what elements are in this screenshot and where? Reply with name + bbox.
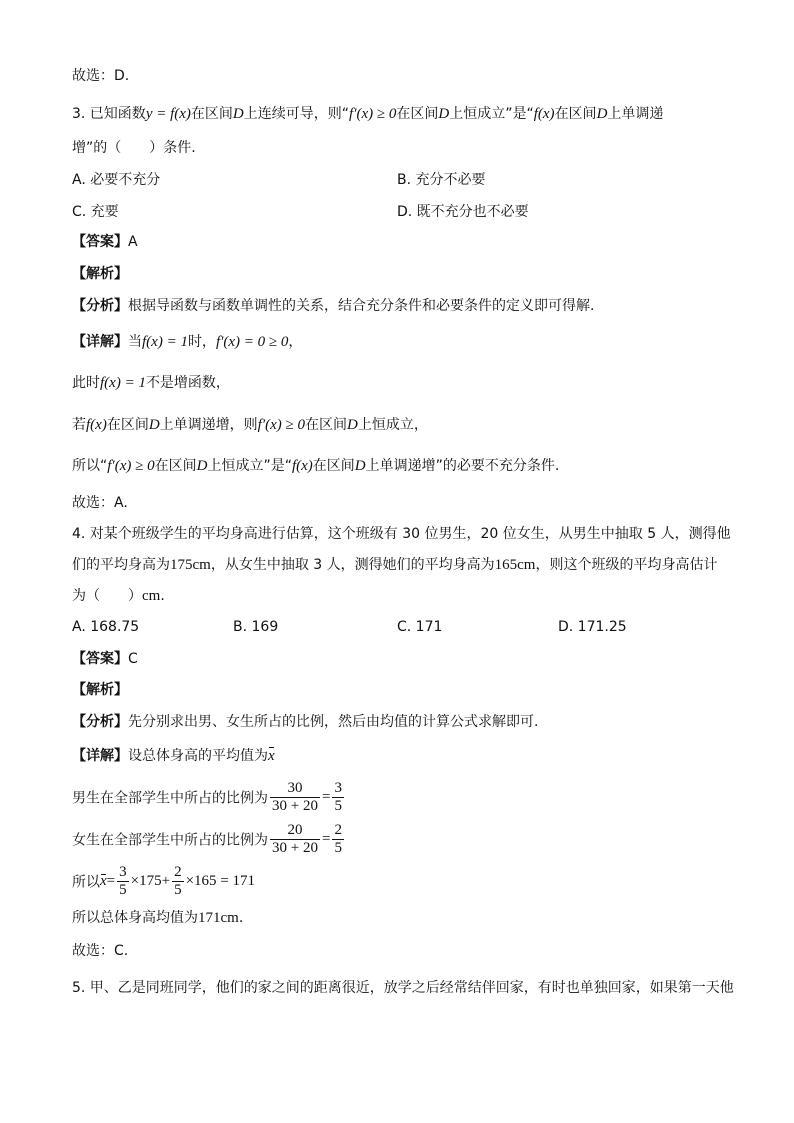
q3-math: f(x): [86, 417, 107, 433]
q3-text: 在区间: [554, 106, 597, 122]
q3-text: 上恒成立”是“: [449, 106, 534, 122]
answer-value: A: [128, 234, 138, 250]
q5-stem-line1: 5. 甲、乙是同班同学，他们的家之间的距离很近，放学之后经常结伴回家，有时也单独回家，如果第一天他: [72, 980, 734, 996]
q4-option-b: B. 169: [233, 619, 279, 635]
q4-text: 男生在全部学生中所占的比例为: [72, 790, 268, 807]
equals-sign: =: [321, 789, 331, 805]
q3-text: 当: [128, 334, 142, 350]
fenxi-text: 先分别求出男、女生所占的比例，然后由均值的计算公式求解即可.: [128, 714, 539, 730]
q4-option-d: D. 171.25: [558, 619, 627, 635]
analysis-tag: 【解析】: [72, 682, 128, 698]
fraction: [117, 864, 129, 899]
q3-math: f′(x) ≥ 0: [349, 106, 397, 122]
fenxi-tag: 【分析】: [72, 714, 128, 730]
fraction-numerator: 3: [119, 864, 127, 880]
equals-sign: =: [106, 873, 116, 889]
q4-option-c: C. 171: [397, 619, 443, 635]
xbar-symbol: x: [100, 873, 107, 889]
q4-text: 所以总体身高均值为: [72, 910, 198, 926]
q3-detail-line3: [72, 415, 428, 435]
q4-detail-line3: [72, 822, 346, 857]
q4-text: ，从女生中抽取 3 人，测得她们的平均身高为: [210, 557, 495, 573]
q3-text: 在区间: [396, 106, 439, 122]
fraction-numerator: 3: [334, 780, 342, 796]
q4-detail-line1: [72, 746, 275, 766]
fraction-numerator: 30: [287, 780, 303, 796]
fraction-numerator: 2: [174, 864, 182, 880]
q3-text: 若: [72, 417, 86, 433]
q4-text: .: [238, 910, 244, 926]
q3-fenxi: [72, 296, 594, 316]
q4-math: cm: [142, 588, 161, 604]
q3-detail-line2: [72, 373, 230, 393]
fraction-numerator: 20: [287, 822, 303, 838]
q3-text: ，: [288, 334, 303, 350]
q3-text: 此时: [72, 375, 100, 391]
q3-math: f(x): [533, 106, 555, 122]
q3-math: f(x) = 1: [142, 334, 188, 350]
fraction-denominator: 30 + 20: [272, 798, 318, 814]
q3-math: f(x) = 1: [100, 375, 146, 391]
xiangjie-tag: 【详解】: [72, 334, 128, 350]
q3-text: 3. 已知函数: [72, 106, 146, 122]
q3-math: D: [148, 417, 160, 433]
q4-text: 设总体身高的平均值为: [128, 748, 268, 764]
q3-math: f′(x) ≥ 0: [257, 417, 306, 433]
q3-text: 在区间: [154, 458, 197, 474]
q4-text: ，则这个班级的平均身高估计: [535, 557, 718, 573]
q3-text: 时，: [187, 334, 216, 350]
answer-tag: 【答案】: [72, 651, 128, 667]
q3-text: 在区间: [312, 458, 355, 474]
q3-math: y = f(x): [145, 106, 191, 122]
fraction: [270, 780, 320, 815]
fenxi-text: 根据导函数与函数单调性的关系，结合充分条件和必要条件的定义即可得解.: [128, 298, 595, 314]
q4-answer: [72, 649, 138, 669]
fraction: [270, 822, 320, 857]
q3-detail-line1: [72, 332, 302, 352]
q4-text: 为（ ）: [72, 588, 142, 604]
answer-value: C: [128, 651, 138, 667]
q4-fenxi: [72, 712, 538, 732]
q4-math: ×175+: [130, 873, 171, 889]
q3-analysis-tag: [72, 264, 128, 284]
fraction-denominator: 5: [119, 882, 127, 898]
q4-detail-line4: [72, 864, 255, 899]
q3-option-d: D. 既不充分也不必要: [397, 204, 529, 220]
xiangjie-tag: 【详解】: [72, 748, 128, 764]
q4-option-a: A. 168.75: [72, 619, 140, 635]
q3-math: D: [354, 458, 366, 474]
fraction-denominator: 30 + 20: [272, 840, 318, 856]
fraction-denominator: 5: [174, 882, 182, 898]
q3-option-a: A. 必要不充分: [72, 172, 161, 188]
q4-text: 们的平均身高为: [72, 557, 170, 573]
q3-math: f(x): [291, 458, 313, 474]
q4-stem-line3: [72, 586, 165, 606]
fraction-denominator: 5: [334, 798, 342, 814]
equals-sign: =: [321, 831, 331, 847]
q4-text: .: [160, 588, 165, 604]
q4-math: 171cm: [198, 910, 239, 926]
q4-detail-line2: [72, 780, 346, 815]
q3-text: 上恒成立，: [357, 417, 428, 433]
q3-text: 不是增函数，: [145, 375, 230, 391]
fraction-numerator: 2: [334, 822, 342, 838]
q4-text: 女生在全部学生中所占的比例为: [72, 832, 268, 849]
q3-math: f′(x) = 0 ≥ 0: [215, 334, 289, 350]
q3-math: D: [196, 458, 208, 474]
q4-math: 165cm: [494, 557, 536, 573]
fraction-denominator: 5: [334, 840, 342, 856]
q3-text: 上恒成立”是“: [207, 458, 292, 474]
fraction: [332, 822, 344, 857]
q3-text: 在区间: [305, 417, 348, 433]
q3-text: 上连续可导，则“: [243, 106, 350, 122]
q3-option-b: B. 充分不必要: [397, 172, 486, 188]
q3-math: D: [232, 106, 244, 122]
answer-tag: 【答案】: [72, 234, 128, 250]
fraction: [332, 780, 344, 815]
q3-math: D: [438, 106, 450, 122]
q3-text: 上单调递: [607, 106, 664, 122]
q3-conclusion: 故选：A.: [72, 495, 128, 511]
q3-text: 在区间: [106, 417, 149, 433]
q3-math: f′(x) ≥ 0: [107, 458, 155, 474]
analysis-tag: 【解析】: [72, 266, 128, 282]
q3-option-c: C. 充要: [72, 204, 119, 220]
q4-stem-line1: 4. 对某个班级学生的平均身高进行估算，这个班级有 30 位男生，20 位女生，从男生中抽取 5 人，测得他: [72, 526, 731, 542]
q3-stem-line2: 增”的（ ）条件.: [72, 140, 196, 156]
fenxi-tag: 【分析】: [72, 298, 128, 314]
q3-text: 所以“: [72, 458, 108, 474]
q4-conclusion: 故选：C.: [72, 943, 129, 959]
q3-math: D: [596, 106, 608, 122]
q3-math: D: [347, 417, 358, 433]
q3-text: 上单调递增”的必要不充分条件.: [365, 458, 560, 474]
xbar-symbol: x: [268, 748, 275, 764]
q3-answer: [72, 232, 138, 252]
q4-detail-line5: [72, 908, 243, 928]
fraction: [172, 864, 184, 899]
q4-math: ×165 = 171: [185, 873, 255, 889]
q4-stem-line2: [72, 555, 717, 575]
q3-stem-line1: [72, 104, 663, 124]
q4-math: 175cm: [170, 557, 211, 573]
q3-text: 上单调递增，则: [159, 417, 258, 433]
q2-conclusion: 故选：D.: [72, 68, 130, 84]
q4-text: 所以: [72, 874, 100, 891]
q3-text: 在区间: [190, 106, 233, 122]
q3-detail-line4: [72, 456, 559, 476]
q4-analysis-tag: [72, 680, 128, 700]
